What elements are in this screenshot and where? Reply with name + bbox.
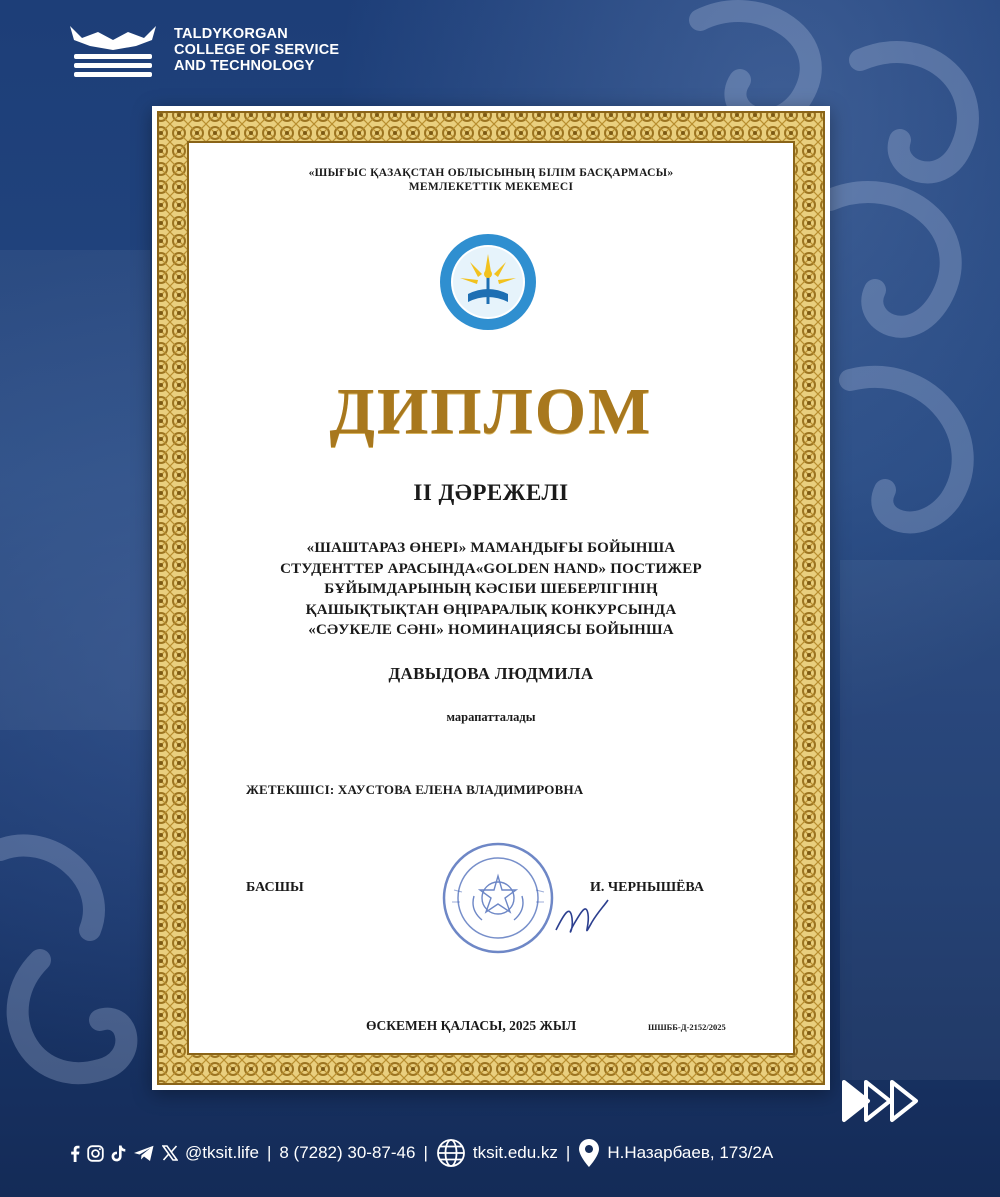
citation-line: ҚАШЫҚТЫҚТАН ӨҢІРАРАЛЫҚ КОНКУРСЫНДА <box>305 601 677 618</box>
phone-number[interactable]: 8 (7282) 30-87-46 <box>279 1143 416 1162</box>
citation-line: СТУДЕНТТЕР АРАСЫНДА«GOLDEN HAND» ПОСТИЖЕР <box>280 560 702 577</box>
college-name-line: COLLEGE OF SERVICE <box>174 42 340 58</box>
fast-forward-icon <box>840 1076 930 1126</box>
citation-text <box>152 538 830 641</box>
official-stamp <box>440 840 556 956</box>
signature <box>552 894 612 944</box>
separator: | <box>565 1143 571 1162</box>
degree-label: II ДӘРЕЖЕЛІ <box>413 480 569 505</box>
city-year: ӨСКЕМЕН ҚАЛАСЫ, 2025 ЖЫЛ <box>366 1018 577 1033</box>
issuer-line: «ШЫҒЫС ҚАЗАҚСТАН ОБЛЫСЫНЫҢ БІЛІМ БАСҚАРМАСЫ» <box>308 167 674 179</box>
x-icon[interactable] <box>162 1145 178 1161</box>
address: Н.Назарбаев, 173/2А <box>607 1143 774 1162</box>
telegram-icon[interactable] <box>133 1145 155 1162</box>
citation-line: «ШАШТАРАЗ ӨНЕРІ» МАМАНДЫҒЫ БОЙЫНША <box>306 540 676 556</box>
separator: | <box>423 1143 428 1162</box>
citation-line: «СӘУКЕЛЕ СӘНІ» НОМИНАЦИЯСЫ БОЙЫНША <box>308 622 674 638</box>
issuer-line: МЕМЛЕКЕТТІК МЕКЕМЕСІ <box>408 181 574 193</box>
citation-line: БҰЙЫМДАРЫНЫҢ КӘСІБИ ШЕБЕРЛІГІНІҢ <box>324 581 658 597</box>
awarded-text: марапатталады <box>446 710 536 724</box>
tiktok-icon[interactable] <box>111 1145 126 1162</box>
college-name <box>174 26 339 74</box>
diploma-title: ДИПЛОМ <box>329 375 653 448</box>
footer-contacts <box>70 1140 773 1166</box>
recipient-name: ДАВЫДОВА ЛЮДМИЛА <box>388 664 594 683</box>
website-link[interactable]: tksit.edu.kz <box>472 1143 558 1162</box>
college-name-line: TALDYKORGAN <box>174 26 288 42</box>
college-logo <box>68 22 158 78</box>
location-pin-icon <box>578 1138 600 1168</box>
document-code: ШШББ-Д-2152/2025 <box>648 1022 726 1032</box>
issuer-name <box>152 166 830 194</box>
head-name: И. ЧЕРНЫШЁВА <box>590 880 704 895</box>
college-name-line: AND TECHNOLOGY <box>174 58 315 74</box>
education-department-emblem <box>438 232 538 332</box>
globe-icon <box>436 1138 466 1168</box>
social-handle[interactable]: @tksit.life <box>185 1143 259 1162</box>
instagram-icon[interactable] <box>87 1145 104 1162</box>
diploma-certificate <box>152 106 830 1090</box>
facebook-icon[interactable] <box>70 1145 80 1162</box>
head-label: БАСШЫ <box>246 880 304 895</box>
supervisor-line: ЖЕТЕКШІСІ: ХАУСТОВА ЕЛЕНА ВЛАДИМИРОВНА <box>246 782 584 797</box>
separator: | <box>266 1143 272 1162</box>
